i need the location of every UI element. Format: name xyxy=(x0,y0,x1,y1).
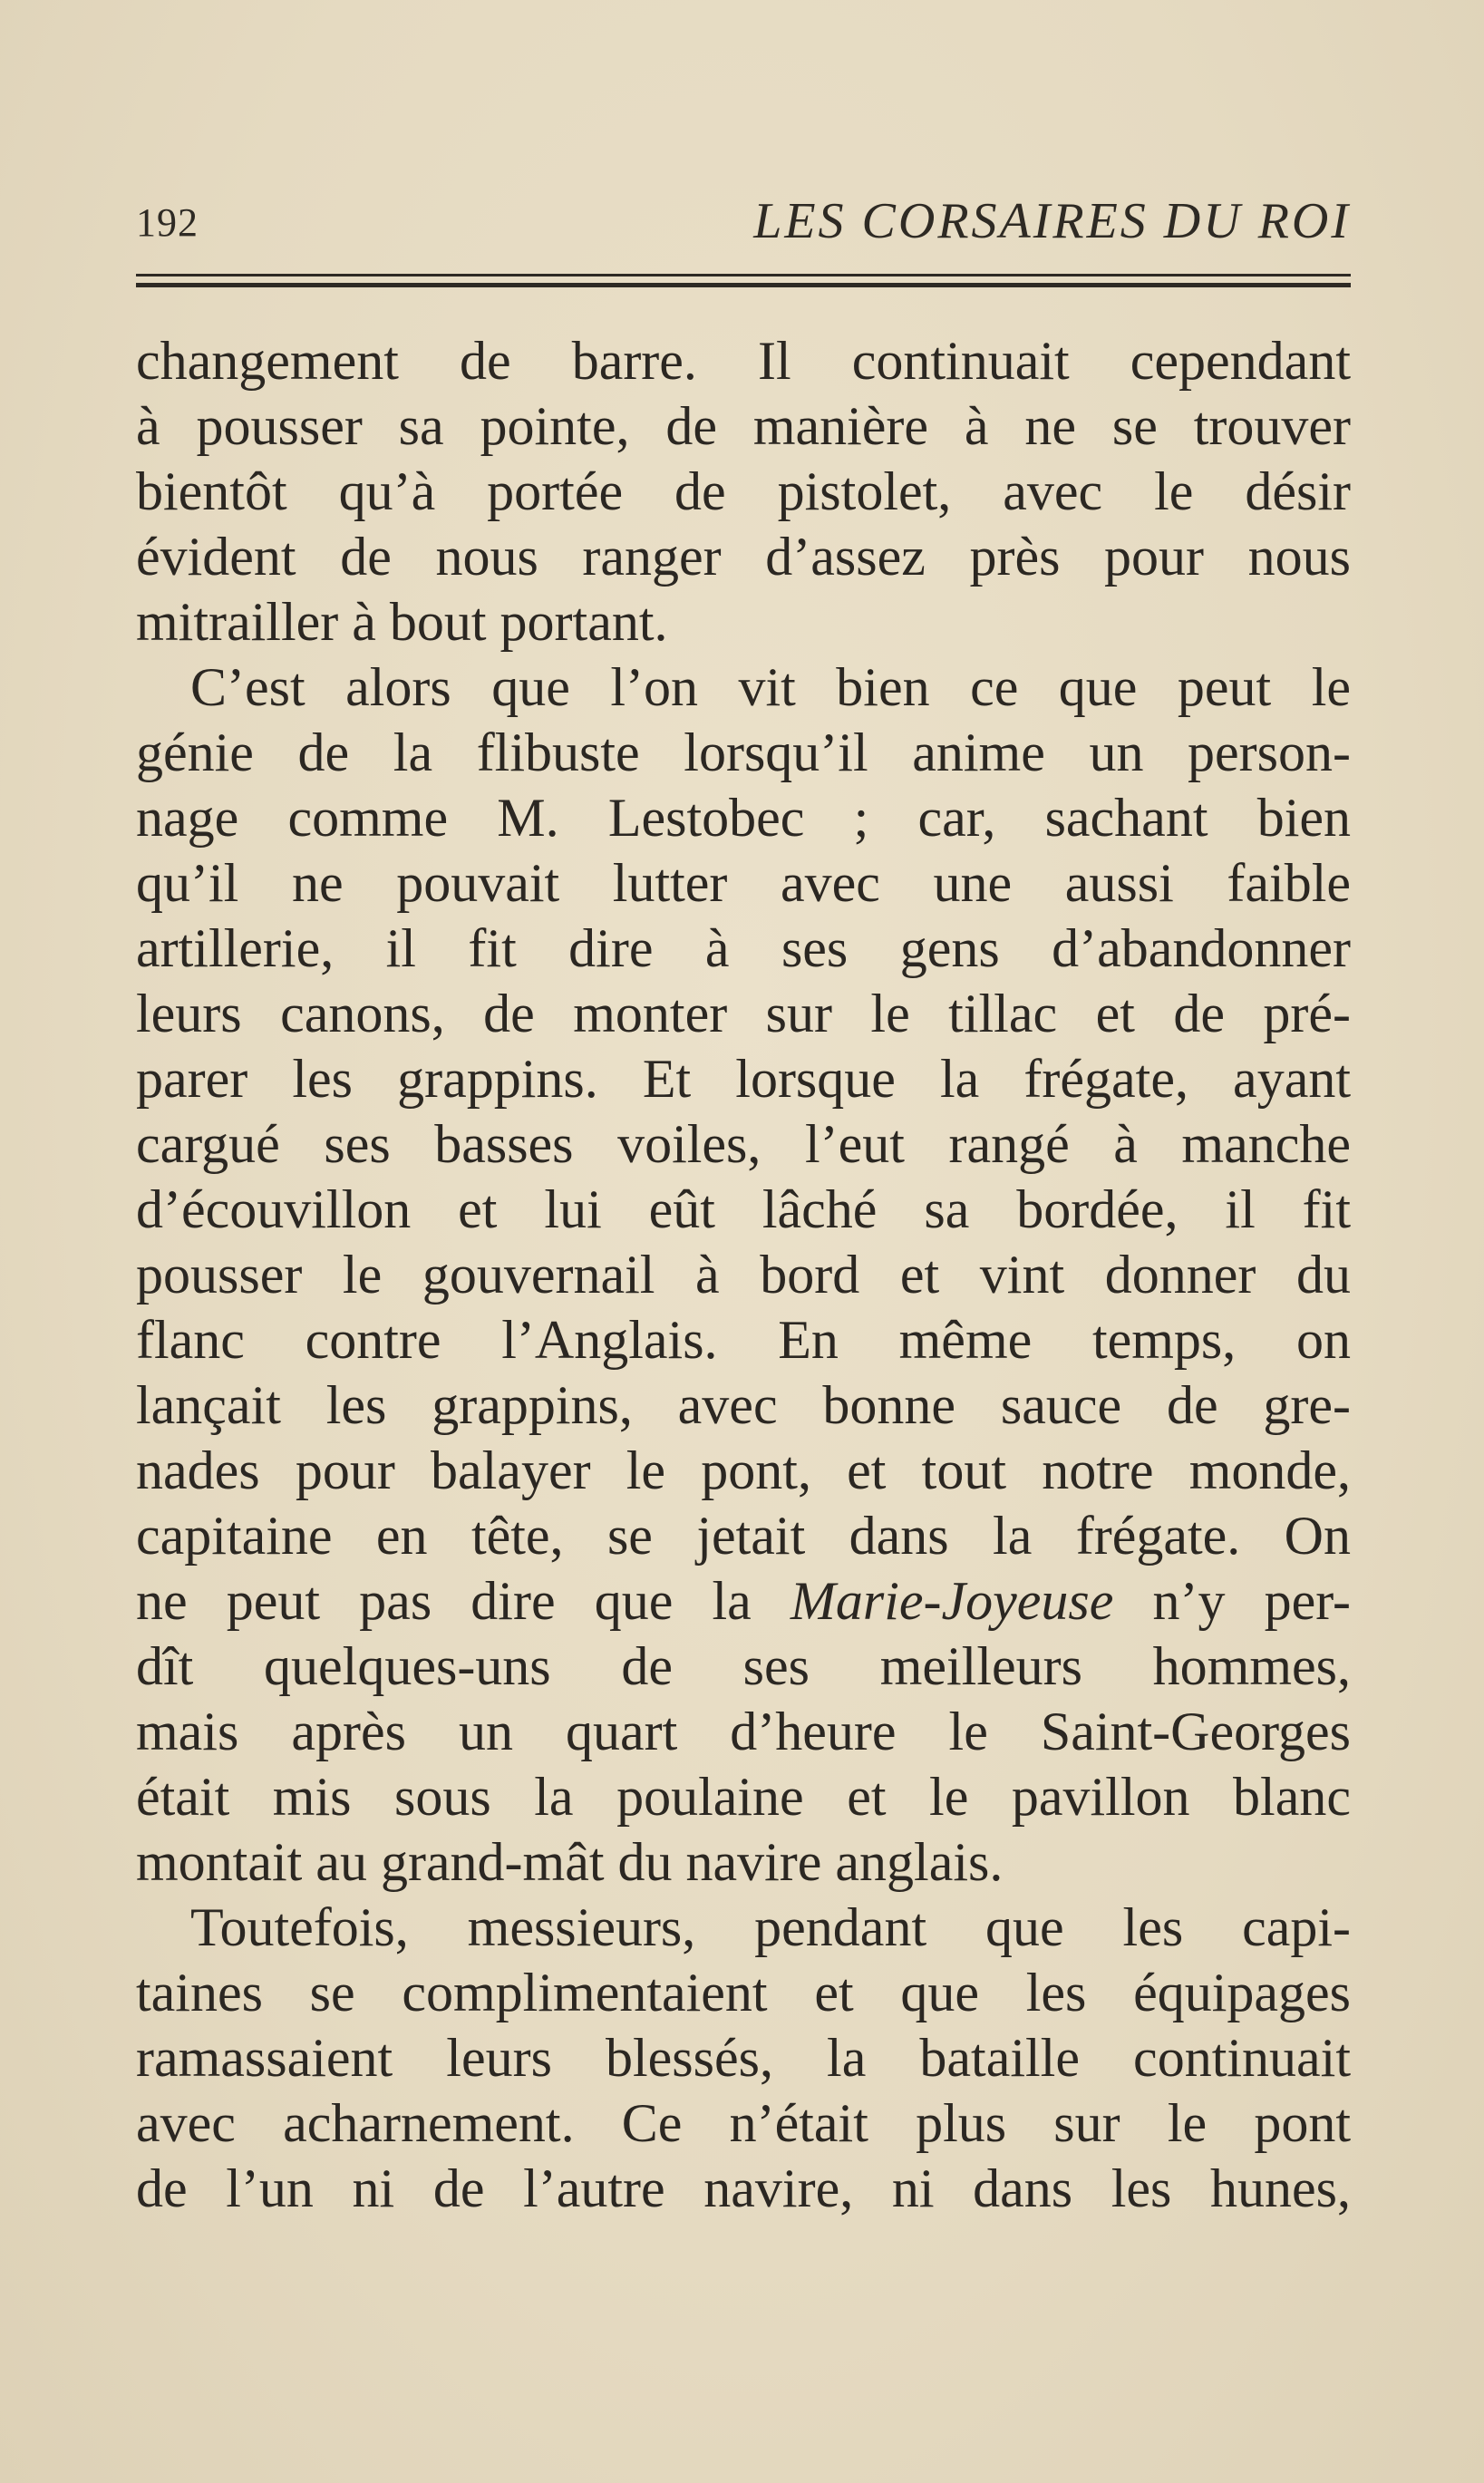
text-line: bientôt qu’à portée de pistolet, avec le désir xyxy=(136,461,1351,521)
text-line: nades pour balayer le pont, et tout notre monde, xyxy=(136,1440,1351,1500)
text-line: génie de la flibuste lorsqu’il anime un person- xyxy=(136,723,1351,782)
text-line: avec acharnement. Ce n’était plus sur le pont xyxy=(136,2093,1351,2153)
text-line: artillerie, il fit dire à ses gens d’abandonner xyxy=(136,918,1351,978)
text-line: de l’un ni de l’autre navire, ni dans les hunes, xyxy=(136,2158,1351,2218)
text-line: à pousser sa pointe, de manière à ne se trouver xyxy=(136,396,1351,456)
text-line: C’est alors que l’on vit bien ce que peut le xyxy=(190,657,1351,717)
page-header xyxy=(136,192,1351,256)
text-line: lançait les grappins, avec bonne sauce de gre- xyxy=(136,1375,1351,1435)
text-line: flanc contre l’Anglais. En même temps, on xyxy=(136,1310,1351,1370)
text-line: leurs canons, de monter sur le tillac et de pré- xyxy=(136,984,1351,1043)
page-number: 192 xyxy=(136,200,199,245)
text-line: capitaine en tête, se jetait dans la frégate. On xyxy=(136,1506,1351,1566)
body-text xyxy=(136,328,1351,2221)
text-line: parer les grappins. Et lorsque la frégate, ayant xyxy=(136,1049,1351,1109)
text-line: nage comme M. Lestobec ; car, sachant bien xyxy=(136,788,1351,848)
text-line-with-ship-name xyxy=(136,1568,1351,1634)
text-line: changement de barre. Il continuait cependant xyxy=(136,331,1351,391)
text-line: mais après un quart d’heure le Saint-Georges xyxy=(136,1702,1351,1761)
text-line: mitrailler à bout portant. xyxy=(136,592,668,652)
text-fragment: n’y per- xyxy=(1152,1571,1351,1631)
text-line: qu’il ne pouvait lutter avec une aussi faible xyxy=(136,853,1351,913)
running-title: LES CORSAIRES DU ROI xyxy=(753,193,1351,249)
text-line: ramassaient leurs blessés, la bataille continuait xyxy=(136,2028,1351,2088)
text-line: était mis sous la poulaine et le pavillon blanc xyxy=(136,1767,1351,1827)
header-rule-thin xyxy=(136,274,1351,276)
text-line: d’écouvillon et lui eût lâché sa bordée, il fit xyxy=(136,1179,1351,1239)
header-rule-thick xyxy=(136,283,1351,287)
text-line: Toutefois, messieurs, pendant que les capi- xyxy=(190,1897,1351,1957)
ship-name: Marie-Joyeuse xyxy=(790,1571,1114,1631)
text-line: cargué ses basses voiles, l’eut rangé à manche xyxy=(136,1114,1351,1174)
text-line: taines se complimentaient et que les équipages xyxy=(136,1963,1351,2022)
text-line: montait au grand-mât du navire anglais. xyxy=(136,1832,1004,1892)
text-fragment: ne peut pas dire que la xyxy=(136,1571,752,1631)
text-line: pousser le gouvernail à bord et vint donner du xyxy=(136,1245,1351,1305)
text-line: évident de nous ranger d’assez près pour nous xyxy=(136,527,1351,587)
text-line: dît quelques-uns de ses meilleurs hommes, xyxy=(136,1636,1351,1696)
